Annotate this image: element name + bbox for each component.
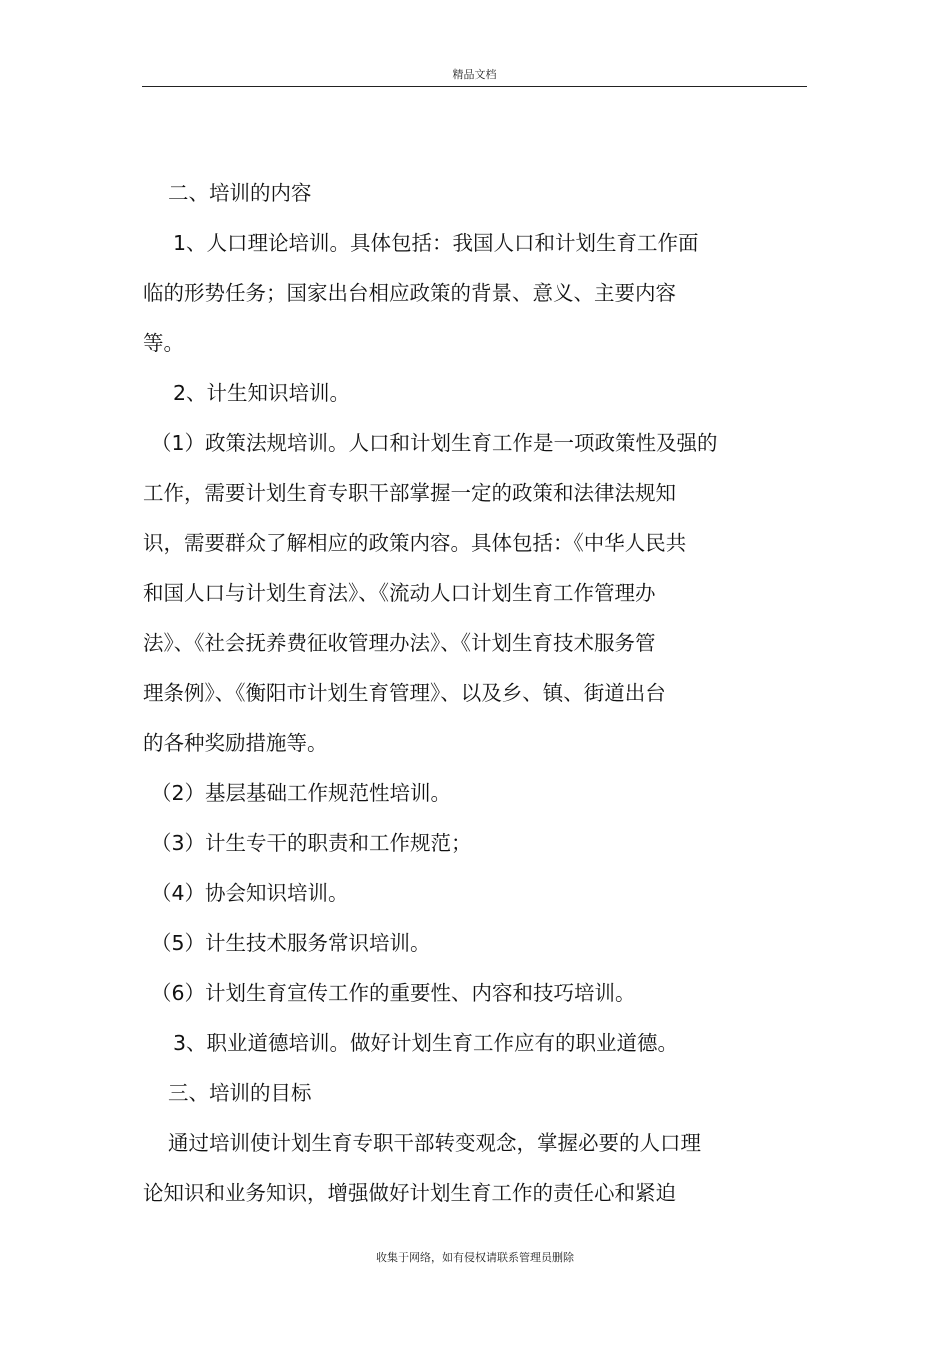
paragraph-line: 法》、《社会抚养费征收管理办法》、《计划生育技术服务管 — [143, 631, 656, 655]
paragraph-line: （3）计生专干的职责和工作规范； — [151, 831, 472, 855]
header-text: 精品文档 — [452, 68, 497, 81]
footer-text: 收集于网络，如有侵权请联系管理员删除 — [376, 1251, 574, 1264]
paragraph-line: 等。 — [143, 331, 184, 355]
paragraph-line: （6）计划生育宣传工作的重要性、内容和技巧培训。 — [151, 981, 636, 1005]
paragraph-line: 和国人口与计划生育法》、《流动人口计划生育工作管理办 — [143, 581, 656, 605]
paragraph-line: （5）计生技术服务常识培训。 — [151, 931, 431, 955]
paragraph-line: 通过培训使计划生育专职干部转变观念，掌握必要的人口理 — [168, 1131, 701, 1155]
paragraph-line: 论知识和业务知识，增强做好计划生育工作的责任心和紧迫 — [143, 1181, 676, 1205]
paragraph-line: 1、人口理论培训。具体包括：我国人口和计划生育工作面 — [173, 231, 699, 255]
paragraph-line: 理条例》、《衡阳市计划生育管理》、以及乡、镇、街道出台 — [143, 681, 666, 705]
paragraph-line: 临的形势任务；国家出台相应政策的背景、意义、主要内容 — [143, 281, 676, 305]
paragraph-line: （4）协会知识培训。 — [151, 881, 349, 905]
page-footer — [0, 1250, 950, 1266]
paragraph-line: 工作，需要计划生育专职干部掌握一定的政策和法律法规知 — [143, 481, 676, 505]
page-header — [142, 66, 807, 87]
document-body — [143, 175, 763, 1225]
paragraph-line: 3、职业道德培训。做好计划生育工作应有的职业道德。 — [173, 1031, 679, 1055]
paragraph-line: （1）政策法规培训。人口和计划生育工作是一项政策性及强的 — [151, 431, 718, 455]
section-heading: 三、培训的目标 — [168, 1081, 312, 1105]
paragraph-line: 2、计生知识培训。 — [173, 381, 351, 405]
paragraph-line: （2）基层基础工作规范性培训。 — [151, 781, 452, 805]
paragraph-line: 的各种奖励措施等。 — [143, 731, 328, 755]
section-heading: 二、培训的内容 — [168, 181, 312, 205]
paragraph-line: 识，需要群众了解相应的政策内容。具体包括：《中华人民共 — [143, 531, 687, 555]
